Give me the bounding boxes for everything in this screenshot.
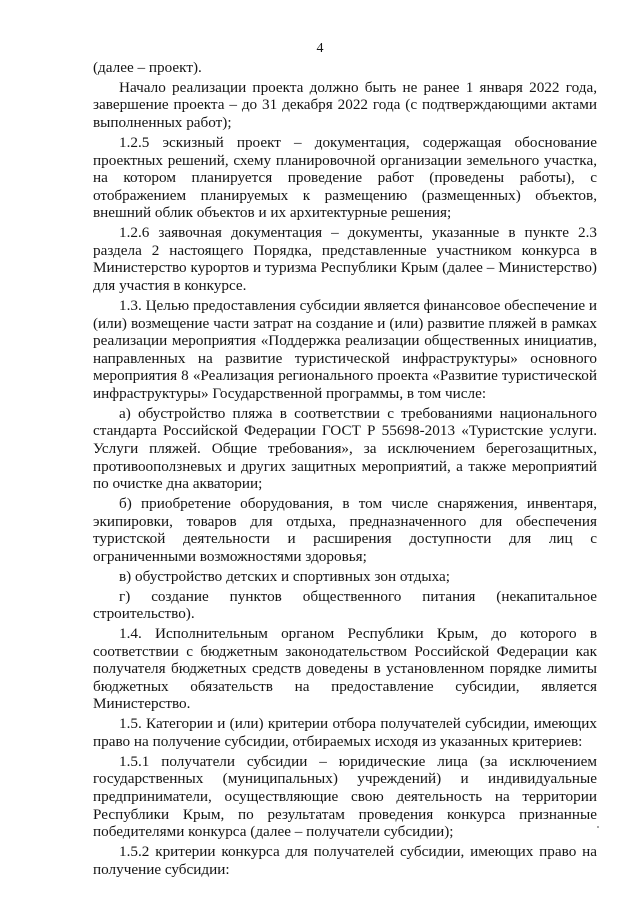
- paragraph-1-2-6: 1.2.6 заявочная документация – документы, указанные в пункте 2.3 раздела 2 настоящего Порядка, представленные участником конкурса в Министерство курортов и туризма Республики Крым (далее – Министерство) для участия в конкурсе.: [93, 224, 597, 295]
- paragraph-1-5-1: 1.5.1 получатели субсидии – юридические лица (за исключением государственных (муниципальных) учреждений) и индивидуальные предприниматели, осуществляющие свою деятельность на территории Республики Крым, по результатам проведения конкурса признанные победителями конкурса (далее – получатели субсидии);: [93, 752, 597, 841]
- page-number: 4: [316, 41, 324, 56]
- paragraph-item-g: г) создание пунктов общественного питания (некапитальное строительство).: [93, 587, 597, 623]
- paragraph-1-2-5: 1.2.5 эскизный проект – документация, содержащая обоснование проектных решений, схему планировочной организации земельного участка, на котором планируется проведение работ (проведены работы), с отображением планируемых к размещению (размещенных) объектов, внешний облик объектов и их архитектурные решения;: [93, 133, 597, 222]
- paragraph-continuation: (далее – проект).: [93, 59, 202, 76]
- scan-speck: [597, 826, 599, 828]
- paragraph-1-3: 1.3. Целью предоставления субсидии является финансовое обеспечение и (или) возмещение части затрат на создание и (или) развитие пляжей в рамках реализации мероприятия «Поддержка реализации общественных инициатив, направленных на развитие туристической инфраструктуры» основного мероприятия 8 «Реализация регионального проекта «Развитие туристической инфраструктуры» Государственной программы, в том числе:: [93, 296, 597, 402]
- paragraph-item-v: в) обустройство детских и спортивных зон отдыха;: [119, 567, 450, 585]
- paragraph-1-4: 1.4. Исполнительным органом Республики Крым, до которого в соответствии с бюджетным законодательством Российской Федерации как получателя бюджетных средств доведены в установленном порядке лимиты бюджетных обязательств на предоставление субсидии, является Министерство.: [93, 625, 597, 713]
- paragraph-item-b: б) приобретение оборудования, в том числе снаряжения, инвентаря, экипировки, товаров для отдыха, предназначенного для обеспечения туристской деятельности и расширения доступности для лиц с ограниченными возможностями здоровья;: [93, 495, 597, 565]
- document-body: [93, 59, 597, 878]
- paragraph-item-a: а) обустройство пляжа в соответствии с требованиями национального стандарта Российской Федерации ГОСТ Р 55698-2013 «Туристские услуги. Услуги пляжей. Общие требования», за исключением берегозащитных, противооползневых и других защитных мероприятий, а также мероприятий по очистке дна акватории;: [93, 404, 597, 493]
- paragraph-project-timeline: Начало реализации проекта должно быть не ранее 1 января 2022 года, завершение проекта – до 31 декабря 2022 года (с подтверждающими актами выполненных работ);: [93, 78, 597, 132]
- paragraph-1-5: 1.5. Категории и (или) критерии отбора получателей субсидии, имеющих право на получение субсидии, отбираемых исходя из указанных критериев:: [93, 715, 597, 750]
- paragraph-1-5-2: 1.5.2 критерии конкурса для получателей субсидии, имеющих право на получение субсидии:: [93, 843, 597, 878]
